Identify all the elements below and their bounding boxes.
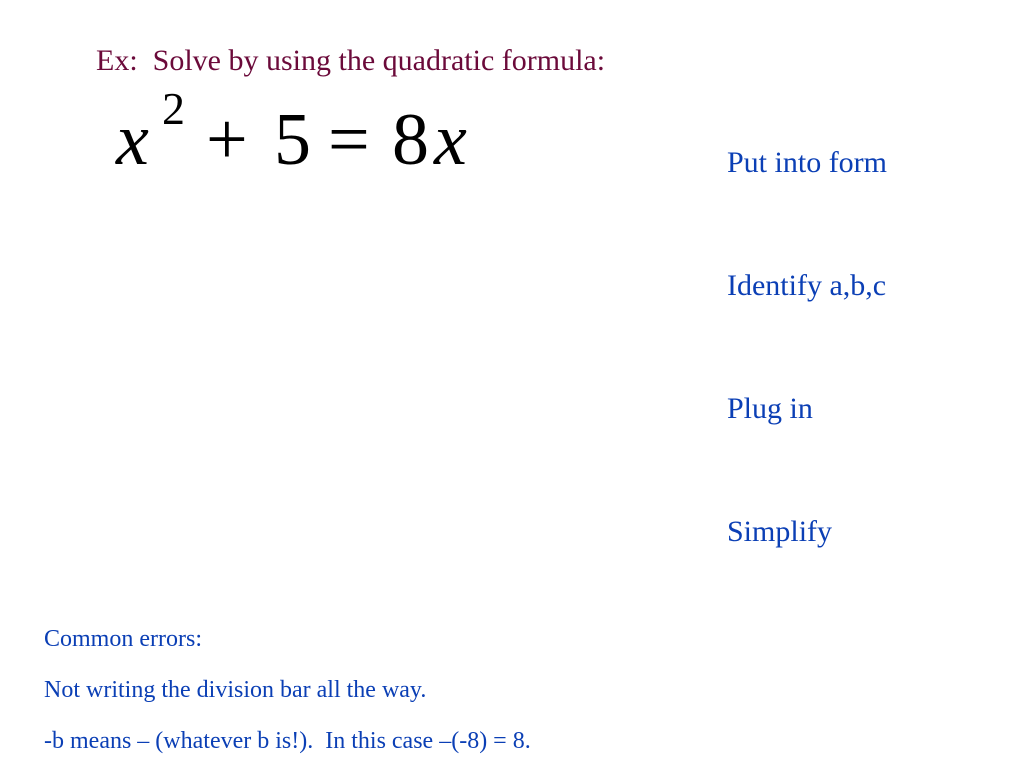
notes-heading: Common errors: — [44, 626, 202, 652]
equation-plus-sign: + — [206, 99, 248, 181]
note-item: Not writing the division bar all the way. — [44, 677, 427, 703]
equation-coefficient: 8 — [392, 99, 429, 181]
equation-equals-sign: = — [328, 99, 370, 181]
equation-rhs-variable: x — [434, 99, 467, 181]
step-item: Simplify — [727, 515, 833, 548]
note-item: -b means – (whatever b is!). In this case –(-8) = 8. — [44, 728, 531, 754]
equation-constant: 5 — [274, 99, 311, 181]
step-item: Plug in — [727, 392, 813, 425]
step-list — [727, 0, 1017, 768]
slide-title: Ex: Solve by using the quadratic formula: — [96, 44, 606, 77]
step-item: Put into form — [727, 146, 888, 179]
step-item: Identify a,b,c — [727, 269, 887, 302]
equation-exponent: 2 — [162, 83, 185, 134]
equation-base-variable: x — [116, 99, 149, 181]
